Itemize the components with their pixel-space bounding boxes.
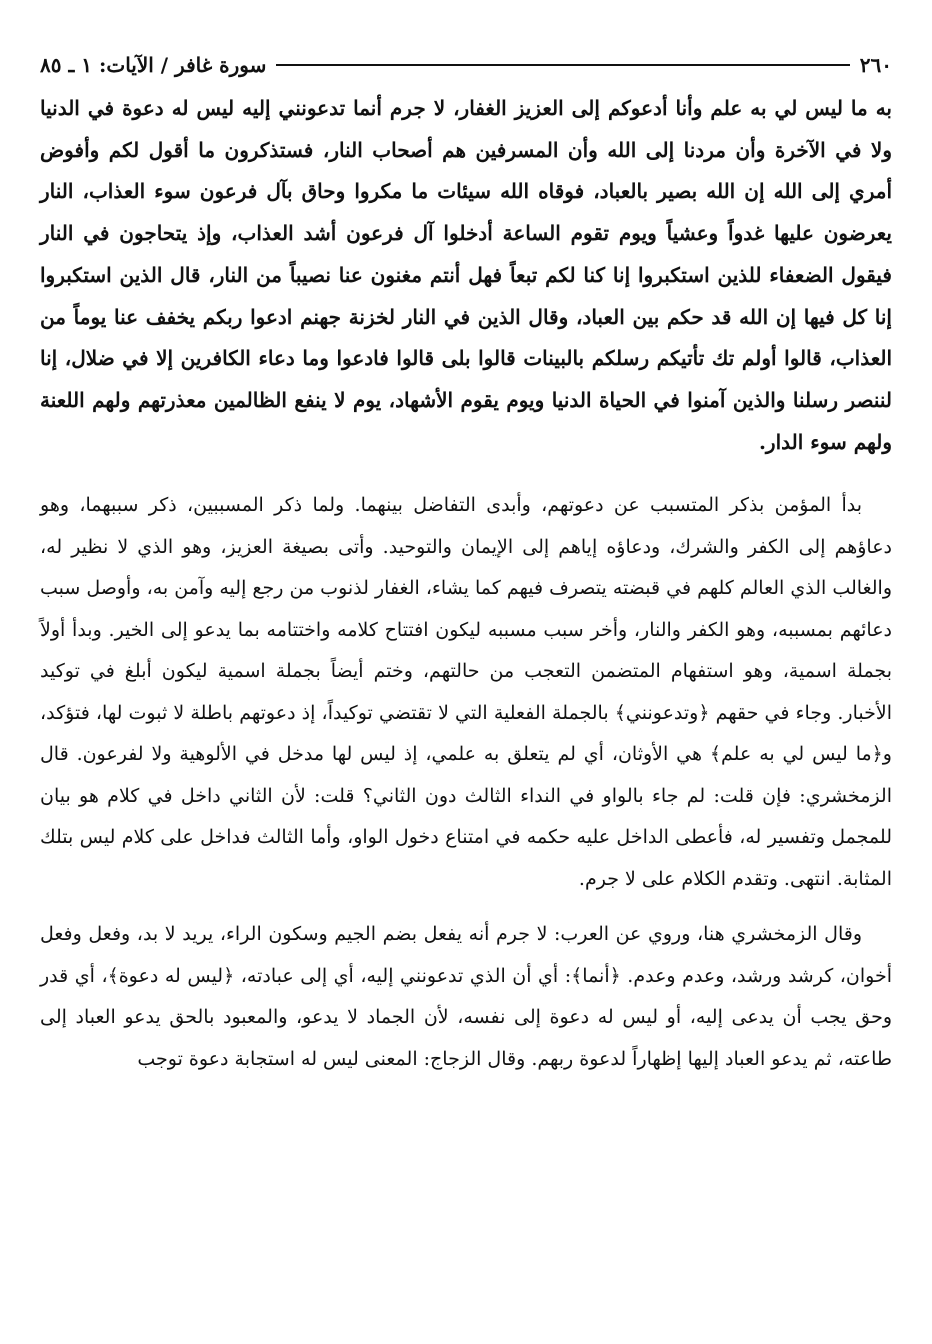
commentary-block <box>40 485 892 1080</box>
commentary-paragraph: بدأ المؤمن بذكر المتسبب عن دعوتهم، وأبدى التفاضل بينهما. ولما ذكر المسببين، ذكر سببهما، وهو دعاؤهم إلى الكفر والشرك، ودعاؤه إياهم إلى الإيمان والتوحيد. وأتى بصيغة العزيز، وهو الذي لا نظير له، والغالب الذي العالم كلهم في قبضته يتصرف فيهم كما يشاء، الغفار لذنوب من رجع إليه وآمن به، وأوصل سبب دعائهم بمسببه، وهو الكفر والنار، وأخر سبب مسببه ليكون افتتاح كلامه واختتامه بما يدعو إلى الخير. وبدأ أولاً بجملة اسمية، وهو استفهام المتضمن التعجب من حالتهم، وختم أيضاً بجملة اسمية ليكون أبلغ في توكيد الأخبار. وجاء في حقهم ﴿وتدعونني﴾ بالجملة الفعلية التي لا تقتضي توكيداً، إذ دعوتهم باطلة لا ثبوت لها، فتؤكد، و﴿ما ليس لي به علم﴾ هي الأوثان، أي لم يتعلق به علمي، إذ ليس لها مدخل في الألوهية ولا لفرعون. قال الزمخشري: فإن قلت: لم جاء بالواو في النداء الثالث دون الثاني؟ قلت: لأن الثاني داخل في كلام هو بيان للمجمل وتفسير له، فأعطى الداخل عليه حكمه في امتناع دخول الواو، وأما الثالث فداخل على كلام ليس بتلك المثابة. انتهى. وتقدم الكلام على لا جرم. <box>40 494 892 890</box>
page-number: ٢٦٠ <box>859 53 892 77</box>
header-rule <box>276 64 849 66</box>
running-header <box>40 48 892 82</box>
commentary-paragraph: وقال الزمخشري هنا، وروي عن العرب: لا جرم أنه يفعل بضم الجيم وسكون الراء، يريد لا بد، وفعل وفعل أخوان، كرشد ورشد، وعدم وعدم. ﴿أنما﴾: أي أن الذي تدعونني إليه، أي إلى عبادته، ﴿ليس له دعوة﴾، أي قدر وحق يجب أن يدعى إليه، أو ليس له دعوة إلى نفسه، لأن الجماد لا يدعو، والمعبود بالحق يدعو العباد إلى طاعته، ثم يدعو العباد إليها إظهاراً لدعوة ربهم. وقال الزجاج: المعنى ليس له استجابة دعوة توجب <box>40 923 892 1070</box>
book-page <box>40 48 892 1094</box>
quran-verses-text: به ما ليس لي به علم وأنا أدعوكم إلى العزيز الغفار، لا جرم أنما تدعونني إليه ليس له دعوة في الدنيا ولا في الآخرة وأن مردنا إلى الله وأن المسرفين هم أصحاب النار، فستذكرون ما أقول لكم وأفوض أمري إلى الله إن الله بصير بالعباد، فوقاه الله سيئات ما مكروا وحاق بآل فرعون سوء العذاب، النار يعرضون عليها غدواً وعشياً ويوم تقوم الساعة أدخلوا آل فرعون أشد العذاب، وإذ يتحاجون في النار فيقول الضعفاء للذين استكبروا إنا كنا لكم تبعاً فهل أنتم مغنون عنا نصيباً من النار، قال الذين استكبروا إنا كل فيها إن الله قد حكم بين العباد، وقال الذين في النار لخزنة جهنم ادعوا ربكم يخفف عنا يوماً من العذاب، قالوا أولم تك تأتيكم رسلكم بالبينات قالوا بلى قالوا فادعوا وما دعاء الكافرين إلا في ضلال، إنا لننصر رسلنا والذين آمنوا في الحياة الدنيا ويوم يقوم الأشهاد، يوم لا ينفع الظالمين معذرتهم ولهم اللعنة ولهم سوء الدار. <box>40 96 892 454</box>
running-title: سورة غافر / الآيات: ١ ـ ٨٥ <box>40 53 267 77</box>
quran-verses-block <box>40 88 892 463</box>
